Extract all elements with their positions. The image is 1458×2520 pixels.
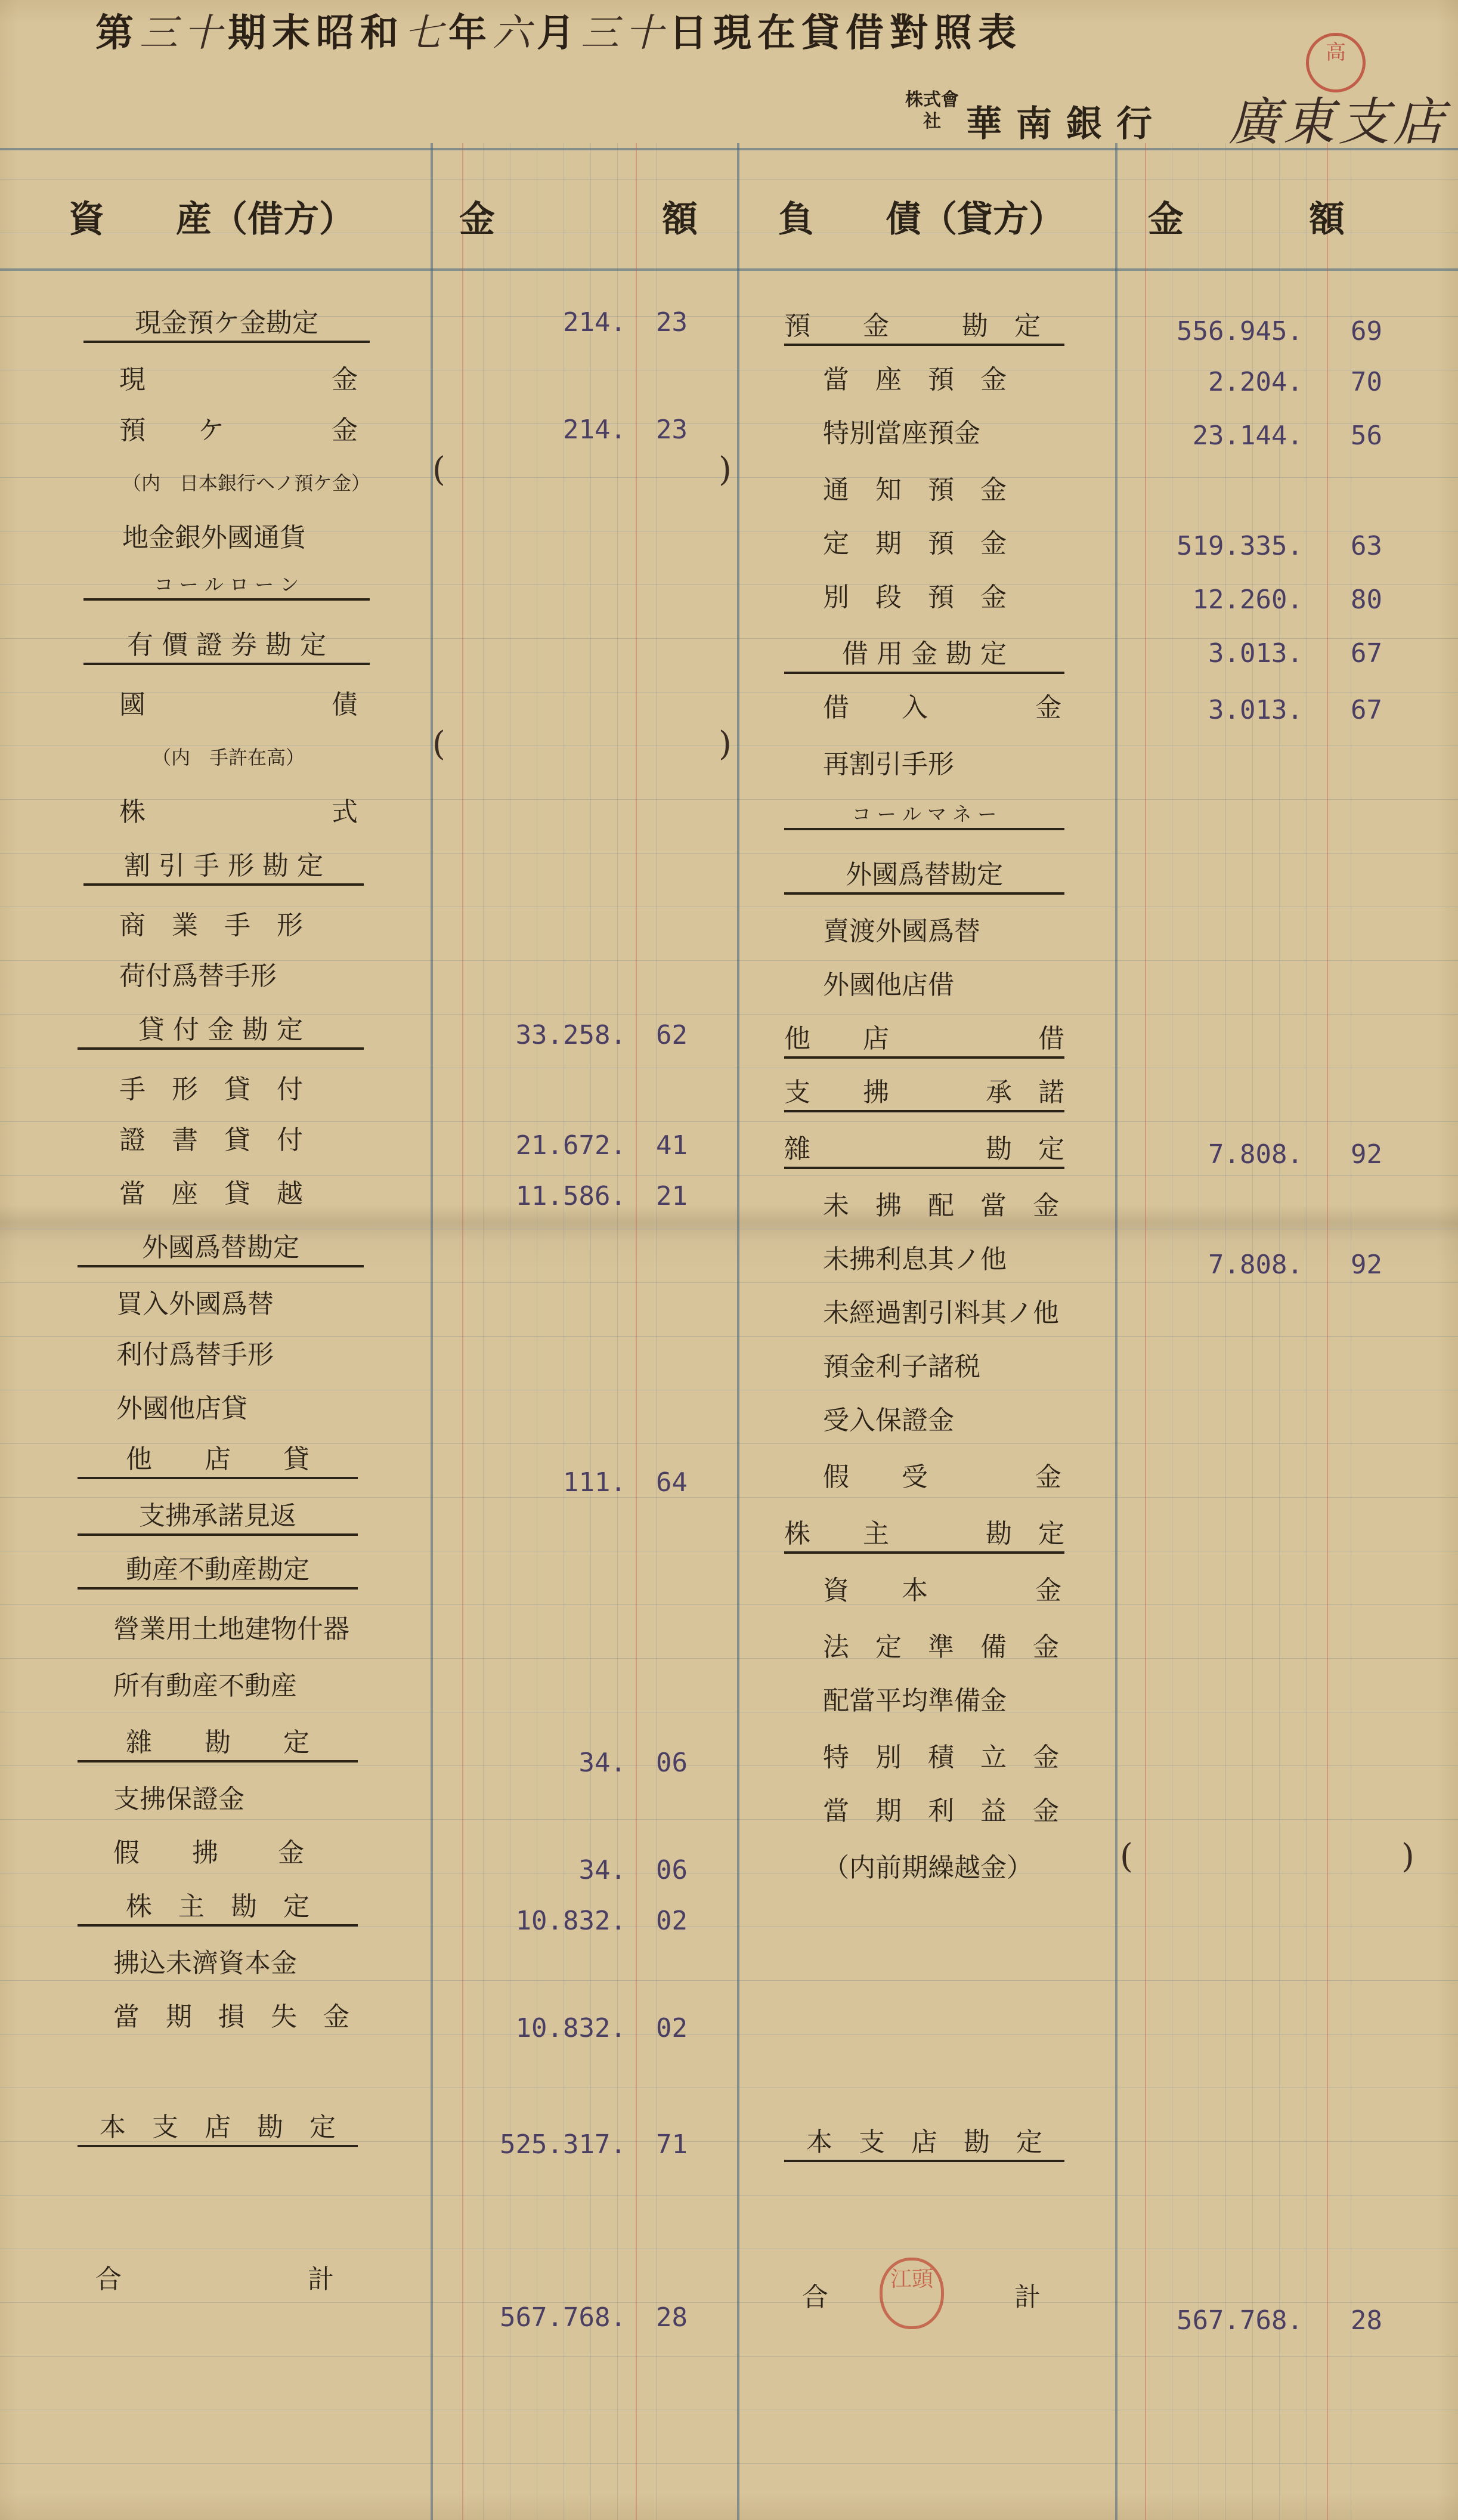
liability-row-label: （内前期繰越金）: [823, 1853, 1033, 1883]
amount-header-left: 金 額: [459, 199, 698, 240]
asset-amount-decimal: 64: [656, 1467, 688, 1498]
liabilities-header: 負 債（貸方）: [778, 199, 1064, 240]
liability-row-label: 特別當座預金: [823, 418, 980, 449]
asset-row-label: 株 主 勘 定: [78, 1885, 358, 1927]
asset-row-label: 地金銀外國通貨: [122, 522, 306, 553]
asset-row-label: 當 期 損 失 金: [113, 2002, 349, 2032]
asset-row-label: コ ー ル ロ ー ン: [83, 570, 370, 601]
liability-amount-decimal: 56: [1351, 420, 1382, 451]
liability-row-label: 支 拂 承 諾: [784, 1071, 1064, 1112]
paren-open: (: [432, 450, 445, 489]
title-suffix: 日現在貸借對照表: [669, 11, 1022, 55]
asset-row-label: 外國爲替勘定: [78, 1226, 364, 1267]
company-name: 華南銀行: [966, 103, 1166, 145]
liability-amount-integer: 519.335.: [1177, 531, 1303, 561]
title-era: 期末昭和: [228, 11, 404, 55]
liability-amount-decimal: 92: [1351, 1250, 1382, 1280]
asset-row-label: 所有動産不動産: [113, 1671, 297, 1701]
asset-row-label: 利付爲替手形: [116, 1340, 274, 1370]
liability-row-label: 假 受 金: [823, 1462, 1061, 1492]
term-number-handwritten: 三十: [140, 11, 228, 55]
asset-row-label: 商 業 手 形: [119, 910, 303, 941]
asset-amount-integer: 21.672.: [515, 1130, 626, 1161]
asset-amount-decimal: 02: [656, 2013, 688, 2043]
liability-amount-decimal: 80: [1351, 585, 1382, 615]
asset-amount-integer: 11.586.: [515, 1181, 626, 1211]
asset-amount-integer: 214.: [563, 307, 626, 338]
asset-row-label: 買入外國爲替: [116, 1289, 274, 1319]
liability-total-integer: 567.768.: [1177, 2305, 1303, 2336]
asset-row-label: 預 ケ 金: [119, 415, 358, 446]
day-handwritten: 三十: [581, 11, 669, 55]
liability-total-label: 合 計: [802, 2282, 1041, 2312]
asset-total-label: 合 計: [95, 2264, 334, 2295]
liability-row-label: 定 期 預 金: [823, 528, 1007, 559]
asset-row-label: 證 書 貸 付: [119, 1125, 303, 1155]
document-title: [95, 2, 1022, 57]
paren-close: ): [1401, 1837, 1414, 1876]
asset-amount-decimal: 41: [656, 1130, 688, 1161]
title-year-char: 年: [448, 11, 493, 55]
asset-row-label: 本 支 店 勘 定: [78, 2105, 358, 2147]
amount-header-right: 金 額: [1148, 199, 1345, 240]
asset-amount-integer: 525.317.: [500, 2129, 626, 2160]
asset-amount-decimal: 62: [656, 1020, 688, 1050]
year-handwritten: 七: [404, 11, 448, 55]
liability-row-label: 再割引手形: [823, 749, 954, 780]
liability-amount-integer: 556.945.: [1177, 316, 1303, 347]
liability-row-label: 特 別 積 立 金: [823, 1742, 1059, 1773]
asset-row-label: 現 金: [119, 364, 358, 395]
paren-open: (: [432, 725, 445, 763]
asset-row-label: （内 手許在高）: [152, 746, 305, 769]
title-month-char: 月: [537, 11, 581, 55]
liability-total-decimal: 28: [1351, 2305, 1382, 2336]
liability-row-label: 當 座 預 金: [823, 364, 1007, 395]
asset-amount-integer: 33.258.: [515, 1020, 626, 1050]
asset-row-label: 營業用土地建物什器: [113, 1614, 349, 1644]
liability-row-label: 法 定 準 備 金: [823, 1632, 1059, 1662]
asset-row-label: 株 式: [119, 797, 358, 827]
asset-total-integer: 567.768.: [500, 2302, 626, 2333]
asset-amount-decimal: 23: [656, 307, 688, 338]
liability-row-label: 配當平均準備金: [823, 1686, 1007, 1716]
liability-row-label: 受入保證金: [823, 1405, 954, 1436]
asset-row-label: 手 形 貸 付: [119, 1074, 303, 1105]
liability-amount-integer: 12.260.: [1192, 585, 1303, 615]
asset-row-label: 現金預ケ金勘定: [83, 301, 370, 343]
red-seal-stamp: [880, 2258, 944, 2329]
liability-row-label: コ ー ル マ ネ ー: [784, 799, 1064, 830]
liability-amount-integer: 3.013.: [1208, 638, 1303, 669]
asset-row-label: 割 引 手 形 勘 定: [83, 844, 364, 886]
asset-row-label: 支拂保證金: [113, 1784, 244, 1814]
liability-row-label: 別 段 預 金: [823, 582, 1007, 613]
asset-row-label: 動産不動産勘定: [78, 1548, 358, 1590]
liability-row-label: 外國他店借: [823, 970, 954, 1000]
asset-amount-decimal: 06: [656, 1855, 688, 1885]
liability-amount-integer: 7.808.: [1208, 1250, 1303, 1280]
liability-row-label: 賣渡外國爲替: [823, 916, 980, 947]
title-prefix: 第: [95, 11, 140, 55]
liability-amount-decimal: 69: [1351, 316, 1382, 347]
liability-amount-integer: 2.204.: [1208, 367, 1303, 397]
liability-row-label: 本 支 店 勘 定: [784, 2120, 1064, 2162]
asset-row-label: 假 拂 金: [113, 1838, 304, 1868]
asset-amount-decimal: 71: [656, 2129, 688, 2160]
seal-text: 江頭: [890, 2267, 933, 2292]
asset-amount-integer: 34.: [578, 1855, 626, 1885]
asset-amount-integer: 10.832.: [515, 2013, 626, 2043]
asset-row-label: 國 債: [119, 689, 358, 720]
asset-row-label: 支拂承諾見返: [78, 1494, 358, 1536]
liability-row-label: 當 期 利 益 金: [823, 1796, 1059, 1826]
asset-row-label: 他 店 貸: [78, 1437, 358, 1479]
liability-amount-decimal: 67: [1351, 638, 1382, 669]
asset-amount-decimal: 23: [656, 415, 688, 445]
liability-amount-decimal: 67: [1351, 695, 1382, 725]
liability-row-label: 他 店 借: [784, 1017, 1064, 1059]
liability-amount-decimal: 92: [1351, 1139, 1382, 1170]
asset-row-label: 貸 付 金 勘 定: [78, 1008, 364, 1050]
liability-row-label: 外國爲替勘定: [784, 853, 1064, 895]
liability-amount-integer: 23.144.: [1192, 420, 1303, 451]
liability-row-label: 預金利子諸税: [823, 1352, 980, 1382]
asset-row-label: 有 價 證 券 勘 定: [83, 623, 370, 665]
red-seal-stamp: [1306, 33, 1366, 92]
liability-amount-integer: 3.013.: [1208, 695, 1303, 725]
liability-row-label: 未拂利息其ノ他: [823, 1244, 1007, 1275]
assets-header: 資 産（借方）: [69, 199, 355, 240]
month-handwritten: 六: [493, 11, 537, 55]
company-type: 株式會社: [905, 89, 959, 132]
asset-amount-integer: 34.: [578, 1748, 626, 1778]
asset-amount-integer: 10.832.: [515, 1906, 626, 1936]
liability-row-label: 借 用 金 勘 定: [784, 632, 1064, 674]
asset-amount-decimal: 02: [656, 1906, 688, 1936]
asset-row-label: 荷付爲替手形: [119, 961, 277, 991]
liability-row-label: 雜 勘 定: [784, 1127, 1064, 1169]
asset-total-decimal: 28: [656, 2302, 688, 2333]
liability-row-label: 借 入 金: [823, 692, 1061, 723]
asset-amount-decimal: 21: [656, 1181, 688, 1211]
asset-row-label: 外國他店貸: [116, 1393, 247, 1424]
liability-row-label: 未 拂 配 當 金: [823, 1191, 1059, 1221]
liability-row-label: 資 本 金: [823, 1575, 1061, 1606]
paren-close: ): [719, 725, 732, 763]
liability-row-label: 未經過割引料其ノ他: [823, 1298, 1059, 1328]
liability-row-label: 預 金 勘 定: [784, 304, 1064, 346]
liability-row-label: 株 主 勘 定: [784, 1512, 1064, 1554]
liability-amount-integer: 7.808.: [1208, 1139, 1303, 1170]
asset-amount-integer: 214.: [563, 415, 626, 445]
asset-amount-integer: 111.: [563, 1467, 626, 1498]
asset-row-label: （内 日本銀行ヘノ預ケ金）: [122, 472, 371, 494]
liability-amount-decimal: 70: [1351, 367, 1382, 397]
paren-close: ): [719, 450, 732, 489]
asset-row-label: 拂込未濟資本金: [113, 1948, 297, 1978]
liability-amount-decimal: 63: [1351, 531, 1382, 561]
asset-amount-decimal: 06: [656, 1748, 688, 1778]
asset-row-label: 當 座 貸 越: [119, 1179, 303, 1209]
asset-row-label: 雜 勘 定: [78, 1721, 358, 1763]
seal-text: 高: [1326, 41, 1346, 64]
paren-open: (: [1120, 1837, 1133, 1876]
branch-stamp: 廣東支店: [1228, 92, 1448, 152]
liability-row-label: 通 知 預 金: [823, 475, 1007, 505]
